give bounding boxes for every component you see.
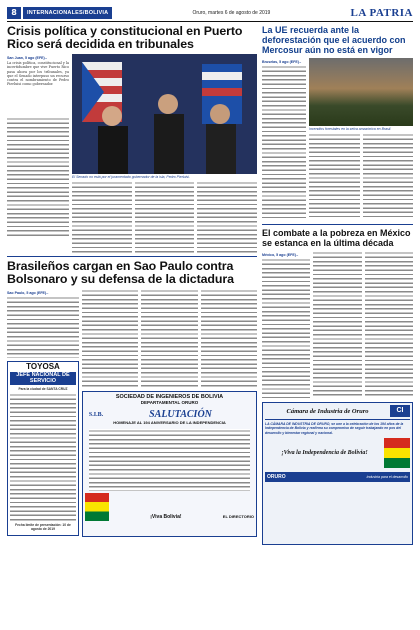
issue-date: Oruro, martes 6 de agosto de 2019 [192,9,271,16]
notice-subtitle: JEFE NACIONAL DE SERVICIO [10,372,76,384]
notice-deadline: Fecha límite de presentación: 10 de agosto de 2019 [15,522,71,531]
sib-badge: S.I.B. [88,411,104,418]
notice-title: TOYOSA [26,362,60,371]
article4-title: El combate a la pobreza en México se estanca en la última década [262,228,411,248]
sib-motto: ¡Viva Bolivia! [150,514,182,521]
camara-cheer: ¡Viva la Independencia de Bolivia! [281,449,368,456]
article3-byline: Bruselas, 5 ago (EFE).- [262,60,302,64]
article3-caption: Incendios forestales en la selva amazónica en Brasil. [309,127,392,131]
left-column [7,25,257,537]
article1-title: Crisis política y constitucional en Puerto Rico será decidida en tribunales [7,24,243,51]
article1-photo [72,54,257,174]
sib-ad [82,391,257,537]
sib-signature: EL DIRECTORIO [222,514,254,520]
page-number: 8 [7,7,21,19]
camara-message: LA CÁMARA DE INDUSTRIA DE ORURO, se une a la celebración de los 194 años de la Independencia de Bolivia y reafirma su compromiso de seguir trabajando en pos del desarrollo y bienestar regional y nacional. [265,422,404,435]
article3-title: La UE recuerda ante la deforestación que el acuerdo con Mercosur aún no está en vigor [262,25,406,55]
article1-byline: San Juan, 5 ago (EFE).- [7,56,47,60]
article3-body [262,65,306,221]
sib-homage: HOMENAJE AL 194 ANIVERSARIO DE LA INDEPENDENCIA [113,420,226,426]
camara-logo: CI [390,405,410,417]
sib-dept: DEPARTAMENTAL ORURO [140,400,199,406]
sib-org: SOCIEDAD DE INGENIEROS DE BOLIVIA [115,394,224,400]
article1-caption: El Senado no está por el juramentado gobernador de la isla, Pedro Pierluisi. [72,175,190,179]
camara-footer: ORURO [267,473,286,480]
bolivia-flag [85,493,109,521]
notice-location: Para la ciudad de SANTA CRUZ [18,386,68,391]
page-header [7,6,413,22]
article2-body [7,296,79,358]
article4-byline: México, 5 ago (EFE).- [262,253,299,257]
camara-ad [262,402,413,545]
toyosa-notice [7,361,79,536]
article2-title: Brasileños cargan en Sao Paulo contra Bolsonaro y su defensa de la dictadura [7,259,234,286]
article4-body [262,258,310,398]
masthead-logo: LA PATRIA [350,6,413,19]
article1-body [7,117,69,237]
article2-byline: Sao Paulo, 5 ago (EFE).- [7,291,49,295]
section-label: INTERNACIONALES/BOLIVIA [23,7,112,19]
right-column [262,25,413,545]
article3-photo [309,58,413,126]
article1-lead: La crisis política, constitucional y la incertidumbre que vive Puerto Rico pasa ahora por los tribunales, ya que el Senado interpuso un recurso contra el nombramiento de Pedro Pierluisi como gobernador. [7,61,69,87]
bolivia-flag-2 [384,438,410,468]
camara-footer-tag: Industria para el desarrollo [366,474,408,479]
sib-greeting: SALUTACIÓN [149,409,212,421]
camara-title: Cámara de Industria de Oruro [286,407,369,415]
